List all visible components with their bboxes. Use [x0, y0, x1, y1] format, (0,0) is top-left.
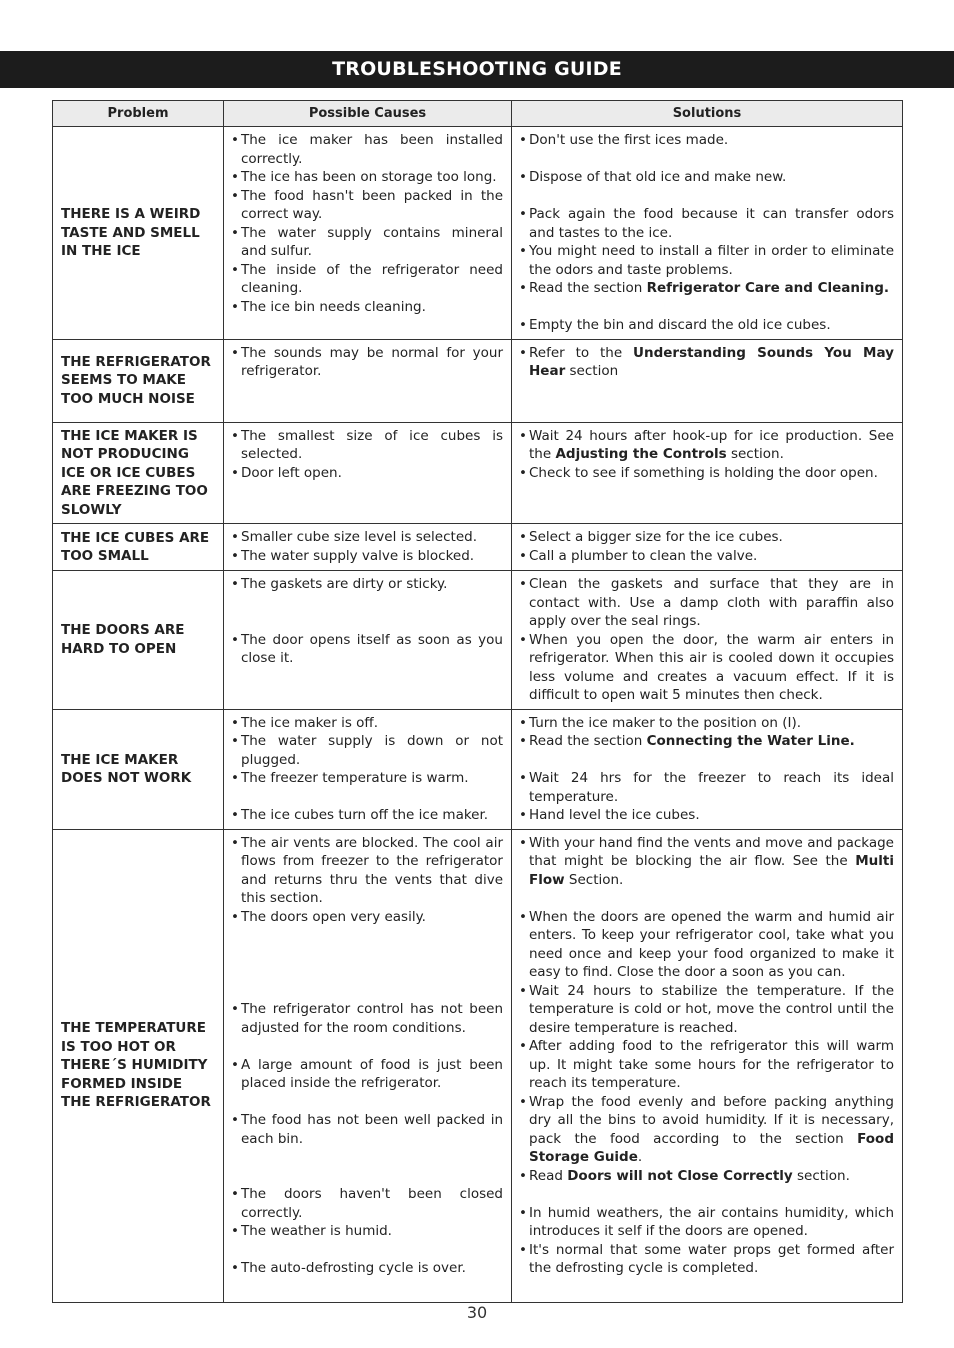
solution-item: • Check to see if something is holding the door open. — [519, 464, 894, 483]
table-row — [53, 339, 903, 422]
solution-item — [519, 732, 894, 751]
causes-cell — [224, 829, 512, 1302]
causes-cell — [224, 127, 512, 340]
section-reference: Understanding Sounds You May Hear — [529, 344, 894, 379]
cause-item: • The water supply contains mineral and sulfur. — [231, 224, 503, 261]
problem-cell: THE DOORS ARE HARD TO OPEN — [53, 571, 224, 710]
solution-item: • You might need to install a filter in order to eliminate the odors and taste problems. — [519, 242, 894, 279]
problem-cell: THE REFRIGERATOR SEEMS TO MAKE TOO MUCH NOISE — [53, 339, 224, 422]
section-reference: Doors will not Close Correctly — [567, 1167, 793, 1184]
solutions-cell — [512, 127, 903, 340]
solution-item: • Don't use the first ices made. — [519, 131, 894, 150]
cause-item: • Smaller cube size level is selected. — [231, 528, 503, 547]
solution-text: Wait 24 hours after hook-up for ice production. See the — [529, 427, 894, 462]
solution-text: Wrap the food evenly and before packing anything dry all the bins to avoid humidity. If it is necessary, pack the food according to the section — [529, 1093, 894, 1147]
cause-item: • The food hasn't been packed in the correct way. — [231, 187, 503, 224]
solution-item — [519, 834, 894, 890]
column-header-problem: Problem — [53, 101, 224, 127]
solution-text: section. — [792, 1167, 850, 1184]
cause-item: • The auto-defrosting cycle is over. — [231, 1259, 503, 1278]
solution-item — [519, 279, 894, 298]
cause-item: • The food has not been well packed in each bin. — [231, 1111, 503, 1148]
causes-cell — [224, 339, 512, 422]
solution-item — [519, 1167, 894, 1186]
solution-item: • Wait 24 hrs for the freezer to reach its ideal temperature. — [519, 769, 894, 806]
cause-item: • The sounds may be normal for your refrigerator. — [231, 344, 503, 381]
section-reference: Food Storage Guide — [529, 1130, 894, 1165]
page-title: TROUBLESHOOTING GUIDE — [332, 58, 622, 80]
section-reference: Connecting the Water Line. — [646, 733, 855, 749]
solution-item: • Call a plumber to clean the valve. — [519, 547, 894, 566]
solution-text: section. — [726, 446, 784, 462]
cause-item: • The refrigerator control has not been adjusted for the room conditions. — [231, 1000, 503, 1037]
section-reference: Adjusting the Controls — [555, 446, 727, 462]
solution-item: • Dispose of that old ice and make new. — [519, 168, 894, 187]
section-reference: Refrigerator Care and Cleaning. — [646, 280, 890, 296]
table-row — [53, 524, 903, 571]
solution-item — [519, 344, 894, 381]
cause-item: • The ice maker is off. — [231, 714, 503, 733]
solution-text: Read the section — [529, 733, 647, 749]
causes-cell — [224, 571, 512, 710]
table-header-row — [53, 101, 903, 127]
solution-item: • It's normal that some water props get formed after the defrosting cycle is completed. — [519, 1241, 894, 1278]
table-row — [53, 571, 903, 710]
solutions-cell — [512, 829, 903, 1302]
solution-item: • Wait 24 hours to stabilize the temperature. If the temperature is cold or hot, move the control until the desire temperature is reached. — [519, 982, 894, 1038]
cause-item: • The ice cubes turn off the ice maker. — [231, 806, 503, 825]
solution-item: • In humid weathers, the air contains humidity, which introduces it self if the doors are opened. — [519, 1204, 894, 1241]
cause-item: • The water supply is down or not plugged. — [231, 732, 503, 769]
solution-item: • When the doors are opened the warm and humid air enters. To keep your refrigerator cool, take what you need once and keep your food organized to make it easy to find. Close the door a soon as you can. — [519, 908, 894, 982]
cause-item: • Door left open. — [231, 464, 503, 483]
solution-item: • After adding food to the refrigerator this will warm up. It might take some hours for the refrigerator to reach its temperature. — [519, 1037, 894, 1093]
problem-cell: THE TEMPERATURE IS TOO HOT OR THERE´S HUMIDITY FORMED INSIDE THE REFRIGERATOR — [53, 829, 224, 1302]
column-header-causes: Possible Causes — [224, 101, 512, 127]
solution-text: Read the section — [529, 280, 647, 296]
cause-item: • The ice has been on storage too long. — [231, 168, 503, 187]
solution-text: . — [637, 1149, 643, 1165]
cause-item: • The water supply valve is blocked. — [231, 547, 503, 566]
cause-item: • The air vents are blocked. The cool air flows from freezer to the refrigerator and returns thru the vents that dive this section. — [231, 834, 503, 908]
section-reference: Multi Flow — [529, 853, 894, 888]
cause-item: • The smallest size of ice cubes is selected. — [231, 427, 503, 464]
solutions-cell — [512, 422, 903, 524]
solutions-cell — [512, 709, 903, 829]
solution-item: • Turn the ice maker to the position on (I). — [519, 714, 894, 733]
cause-item: • The ice maker has been installed correctly. — [231, 131, 503, 168]
cause-item: • The freezer temperature is warm. — [231, 769, 503, 788]
solution-item: • Empty the bin and discard the old ice cubes. — [519, 316, 894, 335]
cause-item: • The door opens itself as soon as you close it. — [231, 631, 503, 668]
header-banner — [0, 51, 954, 88]
solution-text: Refer to the — [529, 344, 634, 361]
cause-item: • A large amount of food is just been placed inside the refrigerator. — [231, 1056, 503, 1093]
solution-item: • Clean the gaskets and surface that they are in contact with. Use a damp cloth with paraffin also apply over the seal rings. — [519, 575, 894, 631]
solution-text: section — [565, 363, 619, 379]
table-row — [53, 829, 903, 1302]
solution-text: Read — [529, 1167, 568, 1184]
solution-item — [519, 427, 894, 464]
solutions-cell — [512, 571, 903, 710]
page-number: 30 — [466, 1303, 488, 1322]
cause-item: • The weather is humid. — [231, 1222, 503, 1241]
solution-item — [519, 1093, 894, 1167]
cause-item: • The ice bin needs cleaning. — [231, 298, 503, 317]
problem-cell: THERE IS A WEIRD TASTE AND SMELL IN THE ICE — [53, 127, 224, 340]
problem-cell: THE ICE CUBES ARE TOO SMALL — [53, 524, 224, 571]
solution-item: • When you open the door, the warm air enters in refrigerator. When this air is cooled down it occupies less volume and creates a vacuum effect. If it is difficult to open wait 5 minutes then check. — [519, 631, 894, 705]
solutions-cell — [512, 339, 903, 422]
table-row — [53, 422, 903, 524]
causes-cell — [224, 422, 512, 524]
causes-cell — [224, 524, 512, 571]
solutions-cell — [512, 524, 903, 571]
solution-item: • Hand level the ice cubes. — [519, 806, 894, 825]
causes-cell — [224, 709, 512, 829]
solution-item: • Pack again the food because it can transfer odors and tastes to the ice. — [519, 205, 894, 242]
problem-cell: THE ICE MAKER DOES NOT WORK — [53, 709, 224, 829]
solution-item: • Select a bigger size for the ice cubes. — [519, 528, 894, 547]
column-header-solutions: Solutions — [512, 101, 903, 127]
cause-item: • The doors haven't been closed correctly. — [231, 1185, 503, 1222]
table-row — [53, 709, 903, 829]
cause-item: • The doors open very easily. — [231, 908, 503, 927]
problem-cell: THE ICE MAKER IS NOT PRODUCING ICE OR ICE CUBES ARE FREEZING TOO SLOWLY — [53, 422, 224, 524]
table-row — [53, 127, 903, 340]
cause-item: • The inside of the refrigerator need cleaning. — [231, 261, 503, 298]
troubleshooting-table — [52, 100, 903, 1303]
solution-text: Section. — [564, 871, 624, 888]
solution-text: With your hand find the vents and move and package that might be blocking the air flow. See the — [529, 834, 894, 869]
cause-item: • The gaskets are dirty or sticky. — [231, 575, 503, 594]
